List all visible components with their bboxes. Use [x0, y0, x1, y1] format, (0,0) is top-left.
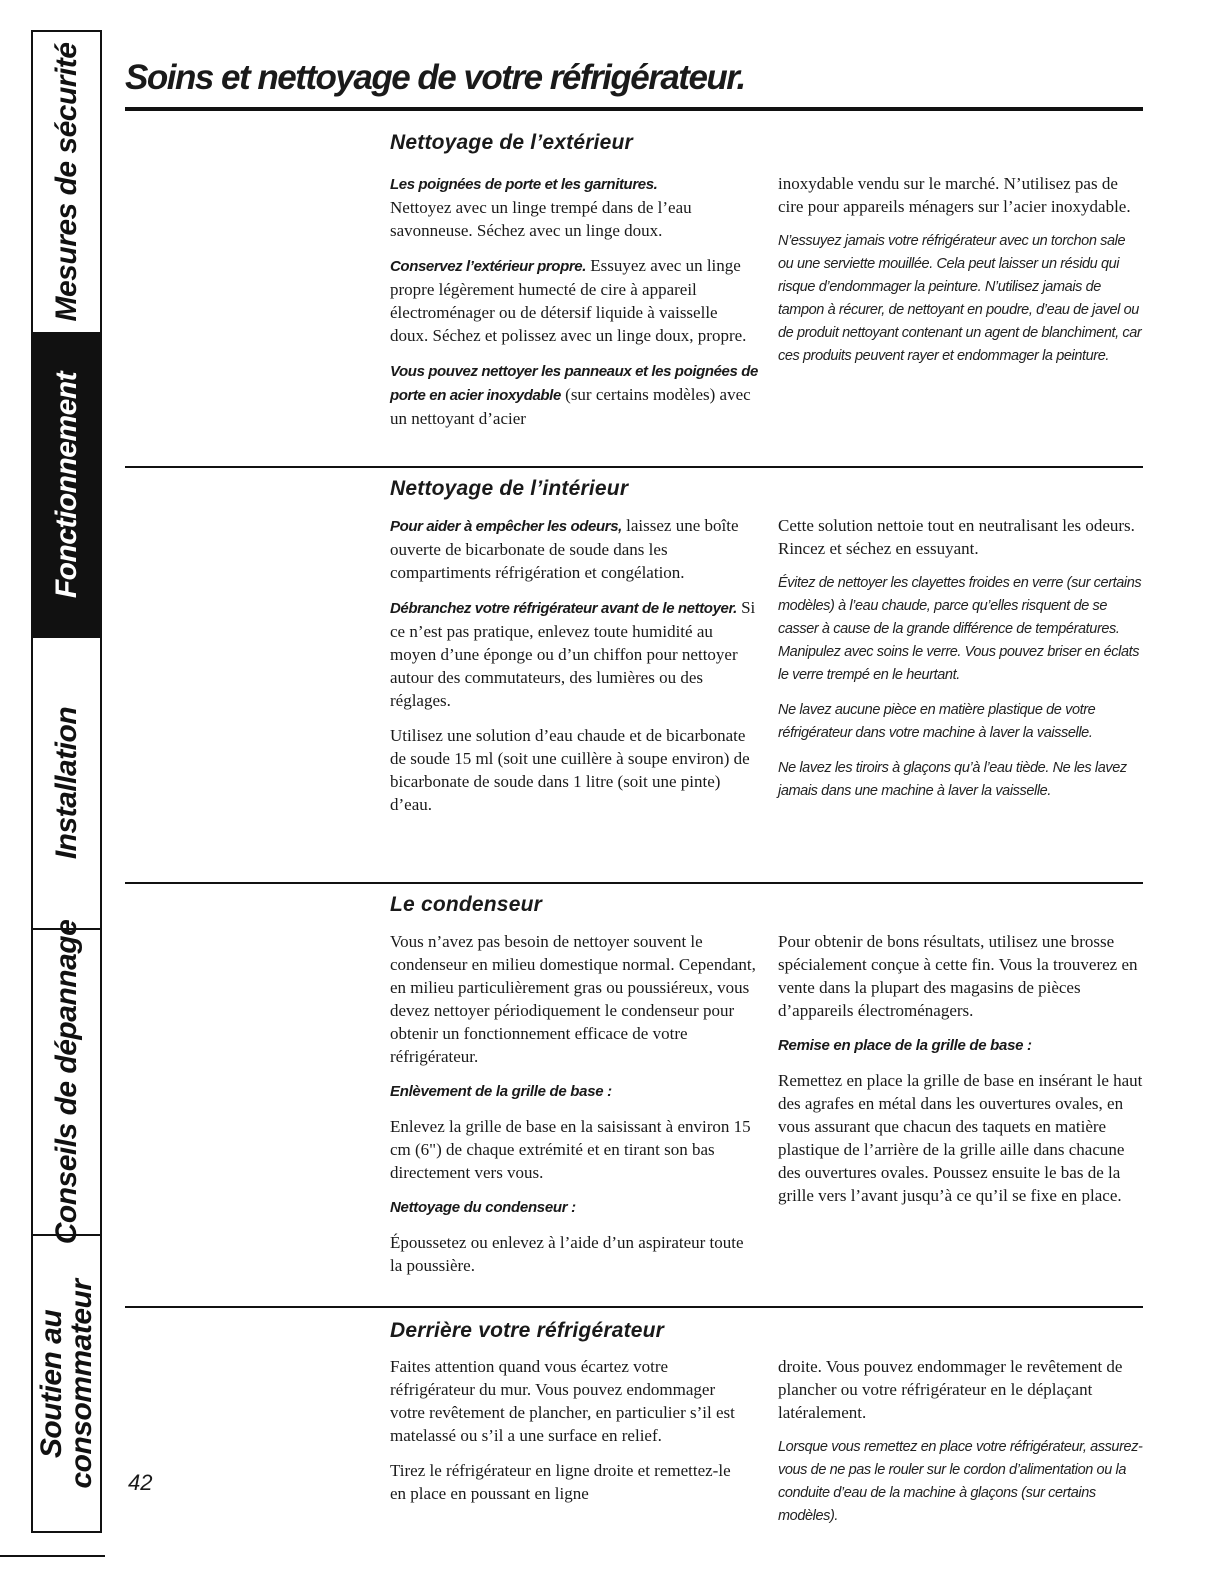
section-tab-bar: [31, 30, 102, 1533]
derriere-left-column: [390, 1355, 750, 1517]
exterieur-paragraph-1: [390, 172, 760, 242]
tab-label: [34, 1278, 98, 1489]
derriere-right-column: [778, 1355, 1143, 1540]
exterieur-warning-note: N’essuyez jamais votre réfrigérateur avec un torchon sale ou une serviette mouillée. Cela peut laisser un résidu qui risque d’endommager la peinture. N’utilisez jamais de tampon à récurer, de nettoyant en poudre, d’eau de javel ou de produit nettoyant contenant un agent de blanchiment, car ces produits peuvent rayer et endommager la peinture.: [778, 233, 1142, 364]
title-rule: [125, 107, 1143, 111]
section-heading-interieur: Nettoyage de l’intérieur: [390, 477, 629, 500]
tab-installation[interactable]: [33, 638, 100, 930]
derriere-right-paragraph-1: droite. Vous pouvez endommager le revêtement de plancher ou votre réfrigérateur en le déplaçant latéralement.: [778, 1357, 1123, 1422]
condenseur-subheading-replace: Remise en place de la grille de base :: [778, 1037, 1032, 1054]
section-divider: [125, 882, 1143, 884]
lead-text: Les poignées de porte et les garnitures.: [390, 176, 658, 193]
interieur-right-column: [778, 514, 1143, 815]
exterieur-left-column: [390, 172, 760, 442]
condenseur-subheading-removal: Enlèvement de la grille de base :: [390, 1083, 612, 1100]
condenseur-right-paragraph-2: Remettez en place la grille de base en insérant le haut des agrafes en métal dans les ouvertures ovales, en vous assurant que chacun des taquets en matière plastique de l’arrière de la grille aille dans chacune des ouvertures ovales. Poussez ensuite le bas de la grille vers l’avant jusqu’à ce qu’il se fixe en place.: [778, 1071, 1143, 1205]
derriere-paragraph-1: Faites attention quand vous écartez votre réfrigérateur du mur. Vous pouvez endommager votre revêtement de plancher, en particulier s’il est matelassé ou s’il a une surface en relief.: [390, 1357, 735, 1445]
tab-label: Fonctionnement: [49, 371, 83, 599]
interieur-paragraph-1: [390, 514, 760, 584]
interieur-note-glass: Évitez de nettoyer les clayettes froides en verre (sur certains modèles) à l’eau chaude, parce qu’elles risquent de se casser à cause de la grande différence de températures. Manipulez avec soins le verre. Vous pouvez briser en éclats le verre trempé en le heurtant.: [778, 575, 1142, 683]
derriere-warning-note: Lorsque vous remettez en place votre réfrigérateur, assurez-vous de ne pas le rouler sur le cordon d’alimentation ou la conduite d’eau de la machine à glaçons (sur certains modèles).: [778, 1439, 1143, 1524]
interieur-note-ice-bins: Ne lavez les tiroirs à glaçons qu’à l’eau tiède. Ne les lavez jamais dans une machine à laver la vaisselle.: [778, 760, 1127, 799]
tab-label-line-1: Soutien au: [34, 1309, 68, 1458]
tab-label: Installation: [49, 706, 83, 860]
condenseur-paragraph-1: Vous n’avez pas besoin de nettoyer souvent le condenseur en milieu domestique normal. Cependant, en milieu particulièrement gras ou poussiéreux, vous devez nettoyer périodiquement le condenseur pour obtenir un fonctionnement efficace de votre réfrigérateur.: [390, 932, 756, 1066]
interieur-paragraph-3: Utilisez une solution d’eau chaude et de bicarbonate de soude 15 ml (soit une cuillère à soupe environ) de bicarbonate de soude dans 1 litre (soit une pinte) d’eau.: [390, 726, 750, 814]
tab-soutien-au-consommateur[interactable]: [33, 1236, 100, 1531]
interieur-right-paragraph-1: Cette solution nettoie tout en neutralisant les odeurs. Rincez et séchez en essuyant.: [778, 516, 1135, 558]
tab-label: Conseils de dépannage: [49, 919, 83, 1245]
condenseur-paragraph-3: Époussetez ou enlevez à l’aide d’un aspirateur toute la poussière.: [390, 1233, 744, 1275]
interieur-note-plastic: Ne lavez aucune pièce en matière plastique de votre réfrigérateur dans votre machine à laver la vaisselle.: [778, 702, 1096, 741]
body-text: Nettoyez avec un linge trempé dans de l’eau savonneuse. Séchez avec un linge doux.: [390, 198, 692, 240]
section-heading-condenseur: Le condenseur: [390, 893, 542, 916]
tab-label-line-2: consommateur: [64, 1278, 98, 1489]
condenseur-paragraph-2: Enlevez la grille de base en la saisissant à environ 15 cm (6") de chaque extrémité et en tirant son bas directement vers vous.: [390, 1117, 751, 1182]
section-heading-derriere: Derrière votre réfrigérateur: [390, 1319, 665, 1342]
tab-label: Mesures de sécurité: [49, 42, 83, 322]
interieur-left-column: [390, 514, 760, 828]
derriere-paragraph-2: Tirez le réfrigérateur en ligne droite et remettez-le en place en poussant en ligne: [390, 1461, 731, 1503]
condenseur-right-paragraph-1: Pour obtenir de bons résultats, utilisez une brosse spécialement conçue à cette fin. Vous la trouverez en vente dans la plupart des magasins de pièces d’appareils électroménagers.: [778, 932, 1138, 1020]
tab-mesures-de-securite[interactable]: [33, 32, 100, 334]
lead-text: Conservez l’extérieur propre.: [390, 258, 586, 275]
exterieur-paragraph-3: [390, 359, 760, 430]
exterieur-right-column: [778, 172, 1143, 380]
body-text: Essuyez avec un linge propre légèrement humecté de cire à appareil électroménager ou de détersif liquide à vaisselle doux. Séchez et polissez avec un linge doux, propre.: [390, 256, 747, 345]
footer-rule: [0, 1555, 105, 1557]
section-heading-exterieur: Nettoyage de l’extérieur: [390, 131, 633, 154]
tab-fonctionnement[interactable]: [33, 334, 100, 638]
condenseur-left-column: [390, 930, 760, 1289]
exterieur-right-paragraph-1: inoxydable vendu sur le marché. N’utilisez pas de cire pour appareils ménagers sur l’acier inoxydable.: [778, 174, 1131, 216]
section-divider: [125, 1306, 1143, 1308]
body-text: (sur certains modèles) avec un nettoyant d’acier: [390, 385, 751, 428]
body-text: laissez une boîte ouverte de bicarbonate de soude dans les compartiments réfrigération et congélation.: [390, 516, 739, 582]
lead-text: Pour aider à empêcher les odeurs,: [390, 518, 622, 535]
lead-text: Vous pouvez nettoyer les panneaux et les poignées de porte en acier inoxydable: [390, 363, 758, 404]
body-text: Si ce n’est pas pratique, enlevez toute humidité au moyen d’une éponge ou d’un chiffon pour nettoyer autour des commutateurs, des lumières ou des réglages.: [390, 598, 756, 710]
section-divider: [125, 466, 1143, 468]
tab-conseils-de-depannage[interactable]: [33, 919, 100, 1245]
lead-text: Débranchez votre réfrigérateur avant de le nettoyer.: [390, 600, 737, 617]
interieur-paragraph-2: [390, 596, 760, 712]
exterieur-paragraph-2: [390, 254, 760, 347]
page-number: 42: [128, 1470, 153, 1495]
condenseur-subheading-cleaning: Nettoyage du condenseur :: [390, 1199, 576, 1216]
page-title: Soins et nettoyage de votre réfrigérateur.: [125, 58, 745, 97]
condenseur-right-column: [778, 930, 1143, 1219]
